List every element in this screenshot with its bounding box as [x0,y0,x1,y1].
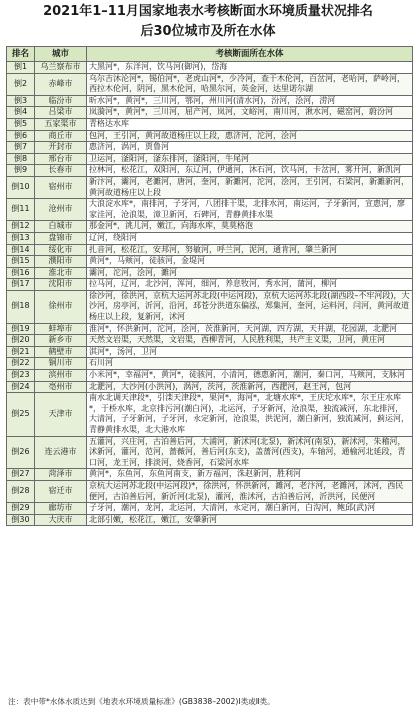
table-row [7,323,413,335]
city-cell: 吕梁市 [35,107,87,119]
table-row [7,130,413,142]
title-line-2: 后30位城市及所在水体 [140,24,276,39]
ranking-table-wrapper [6,46,412,526]
city-cell: 商丘市 [35,130,87,142]
table-row [7,436,413,469]
rank-cell: 倒10 [7,176,35,198]
table-row [7,370,413,382]
rank-cell: 倒16 [7,267,35,279]
city-cell: 宿州市 [35,176,87,198]
water-body-cell: 惠济河，涡河，贾鲁河 [87,142,413,154]
table-row [7,256,413,268]
water-body-cell: 大浪淀水库*，南排河，子牙河，八团排干渠，北排水河，南运河，子牙新河，宣惠河，廖家洼河，沧浪渠，漳卫新河，石碑河，青静黄排水渠 [87,199,413,221]
water-body-cell: 拉林河，松花江，双阳河，东辽河，伊通河，沐石河，饮马河，卡岔河，雾开河，新凯河 [87,165,413,177]
table-row [7,118,413,130]
rank-cell: 倒13 [7,232,35,244]
rank-cell: 倒23 [7,370,35,382]
city-cell: 绥化市 [35,244,87,256]
rank-cell: 倒1 [7,62,35,74]
water-body-cell: 大黑河*，东洋河，饮马河(御河)，岱海 [87,62,413,74]
city-cell: 亳州市 [35,381,87,393]
table-header-row [7,47,413,62]
water-body-cell: 淮河*，怀洪新河，沱河，浍河，茨淮新河，天河湖，四方湖，天井湖，花园湖，北淝河 [87,323,413,335]
rank-cell: 倒19 [7,323,35,335]
water-body-cell: 五灌河，兴庄河，古泊善后河，大浦河，新沭河(北泵)，新沭河(南泵)，新沭河，朱稽河，沭新河，灌河，范河，蔷薇河，善后河(东支)，盖蔷河(西支)，车轴河，通榆河北延段，青口河，龙王河，排淡河，烧香河，石梁河水库 [87,436,413,469]
city-cell: 长春市 [35,165,87,177]
table-row [7,381,413,393]
city-cell: 天津市 [35,393,87,436]
title-line-1: 2021年1–11月国家地表水考核断面水环境质量状况排名 [43,4,373,19]
rank-cell: 倒9 [7,165,35,177]
rank-cell: 倒11 [7,199,35,221]
water-body-cell: 北淝河，大沙河(小洪河)，涡河，茨河，茨淮新河，西淝河，赵王河，包河 [87,381,413,393]
city-cell: 滨州市 [35,370,87,382]
table-row [7,393,413,436]
table-row [7,267,413,279]
water-body-cell: 青格达水库 [87,118,413,130]
rank-cell: 倒29 [7,503,35,515]
city-cell: 新乡市 [35,335,87,347]
table-row [7,358,413,370]
header-city: 城市 [35,47,87,62]
water-body-cell: 子牙河，潮河，龙河，北运河，大清河，永定河，潮白新河，白沟河，鲍邱(武)河 [87,503,413,515]
table-row [7,142,413,154]
city-cell: 铜川市 [35,358,87,370]
city-cell: 淮北市 [35,267,87,279]
city-cell: 五家渠市 [35,118,87,130]
rank-cell: 倒3 [7,95,35,107]
table-row [7,107,413,119]
table-row [7,176,413,198]
water-body-cell: 拉马河，辽河，北沙河，浑河，细河，养息牧河，秀水河，蒲河，柳河 [87,279,413,291]
rank-cell: 倒24 [7,381,35,393]
city-cell: 乌兰察布市 [35,62,87,74]
water-body-cell: 包河，王引河，黄河故道杨庄以上段，惠济河，沱河，浍河 [87,130,413,142]
rank-cell: 倒18 [7,290,35,323]
rank-cell: 倒14 [7,244,35,256]
table-row [7,279,413,291]
table-row [7,244,413,256]
ranking-table [6,46,413,526]
table-row [7,199,413,221]
table-row [7,514,413,526]
water-body-cell: 京杭大运河苏北段(中运河段)*，徐洪河，怀洪新河，濉河，老汴河，老濉河，沭河，西民便河，古泊善后河，新沂河(北泵)，灌河，淮沭河，古泊善后河，沂洪河，民便河 [87,480,413,502]
city-cell: 鹤壁市 [35,346,87,358]
header-water-body: 考核断面所在水体 [87,47,413,62]
water-body-cell: 黄河*，马颊河，徒骇河，金堤河 [87,256,413,268]
table-row [7,73,413,95]
water-body-cell: 黄河*，东鱼河，东鱼河南支，新万福河，洙赵新河，胜利河 [87,469,413,481]
city-cell: 大庆市 [35,514,87,526]
header-rank: 排名 [7,47,35,62]
water-body-cell: 淇河*，汤河，卫河 [87,346,413,358]
city-cell: 廊坊市 [35,503,87,515]
water-body-cell: 乌尔吉沐沦河*，锡伯河*，老虎山河*，少冷河，查干木伦河，百岔河，老哈河，萨岭河，西拉木伦河，阴河，黑木伦河，哈黑尔河，英金河，达里诺尔湖 [87,73,413,95]
rank-cell: 倒8 [7,153,35,165]
rank-cell: 倒6 [7,130,35,142]
city-cell: 宿迁市 [35,480,87,502]
rank-cell: 倒7 [7,142,35,154]
city-cell: 沈阳市 [35,279,87,291]
city-cell: 菏泽市 [35,469,87,481]
rank-cell: 倒17 [7,279,35,291]
city-cell: 沧州市 [35,199,87,221]
water-body-cell: 南水北调天津段*，引滦天津段*，果河*，海河*，北塘水库*，王庆坨水库*，尔王庄水库*，于桥水库，北京排污河(潮白河)，北运河，子牙新河，沧浪渠，独流减河，东北排河，大清河，子牙新河，子牙河，永定新河，沧浪渠，洪泥河，潮白新河，独流减河，蓟运河，青静黄排水渠，北大港水库 [87,393,413,436]
table-row [7,290,413,323]
water-body-cell: 小米河*，幸福河*，黄河*，徒骇河，小清河，德惠新河，潮河，秦口河，马颊河，支脉河 [87,370,413,382]
city-cell: 白城市 [35,221,87,233]
rank-cell: 倒12 [7,221,35,233]
rank-cell: 倒4 [7,107,35,119]
table-row [7,503,413,515]
water-body-cell: 岚漪河*，黄河*，三川河，屈产河，岚河，文峪河，南川河，湫水河，磁窑河，蔚汾河 [87,107,413,119]
city-cell: 连云港市 [35,436,87,469]
rank-cell: 倒25 [7,393,35,436]
table-row [7,346,413,358]
city-cell: 邢台市 [35,153,87,165]
table-body [7,62,413,526]
rank-cell: 倒2 [7,73,35,95]
city-cell: 濮阳市 [35,256,87,268]
water-body-cell: 那金河*，洮儿河，嫩江，向海水库，莫莫格泡 [87,221,413,233]
table-row [7,469,413,481]
city-cell: 开封市 [35,142,87,154]
table-row [7,221,413,233]
water-body-cell: 天然文岩渠，天然渠，文岩渠，西柳青河，人民胜利渠，共产主义渠，卫河，黄庄河 [87,335,413,347]
rank-cell: 倒28 [7,480,35,502]
city-cell: 临汾市 [35,95,87,107]
water-body-cell: 新汴河，灞河，老濉河，唐河，奎河，新濉河，沱河，浍河，王引河，石梁河，新濉新河，黄河故道杨庄以上段 [87,176,413,198]
table-row [7,153,413,165]
table-row [7,335,413,347]
table-row [7,480,413,502]
rank-cell: 倒5 [7,118,35,130]
rank-cell: 倒20 [7,335,35,347]
table-row [7,62,413,74]
city-cell: 徐州市 [35,290,87,323]
water-body-cell: 灞河，沱河，浍河，濉河 [87,267,413,279]
rank-cell: 倒26 [7,436,35,469]
city-cell: 赤峰市 [35,73,87,95]
water-body-cell: 辽河，绕阳河 [87,232,413,244]
rank-cell: 倒27 [7,469,35,481]
city-cell: 盘锦市 [35,232,87,244]
table-row [7,232,413,244]
footnote: 注：表中带*水体水质达到《地表水环境质量标准》(GB3838–2002)Ⅰ类或Ⅱ类。 [8,697,275,706]
rank-cell: 倒22 [7,358,35,370]
water-body-cell: 昕水河*，黄河*，三川河，鄂河，州川河(清水河)，汾河，浍河，涝河 [87,95,413,107]
table-row [7,165,413,177]
water-body-cell: 徐沙河，徐洪河，京杭大运河苏北段(中运河段)，京杭大运河苏北段(湖西段–不牢河段)，大沙河，房亭河，沂河，沿河，邳苍分洪道东偏泓，郑集河，奎河，运料河，闫河，黄河故道杨庄以上段，复新河，沭河 [87,290,413,323]
water-body-cell: 北部引嫩，松花江，嫩江，安肇新河 [87,514,413,526]
water-body-cell: 石川河 [87,358,413,370]
water-body-cell: 扎音河，松花江，安邦河，努敏河，呼兰河，泥河，通肯河，肇兰新河 [87,244,413,256]
rank-cell: 倒21 [7,346,35,358]
rank-cell: 倒15 [7,256,35,268]
city-cell: 蚌埠市 [35,323,87,335]
table-row [7,95,413,107]
rank-cell: 倒30 [7,514,35,526]
page-title [0,2,416,42]
water-body-cell: 卫运河，滏阳河，滏东排河，滏阳河，牛尾河 [87,153,413,165]
